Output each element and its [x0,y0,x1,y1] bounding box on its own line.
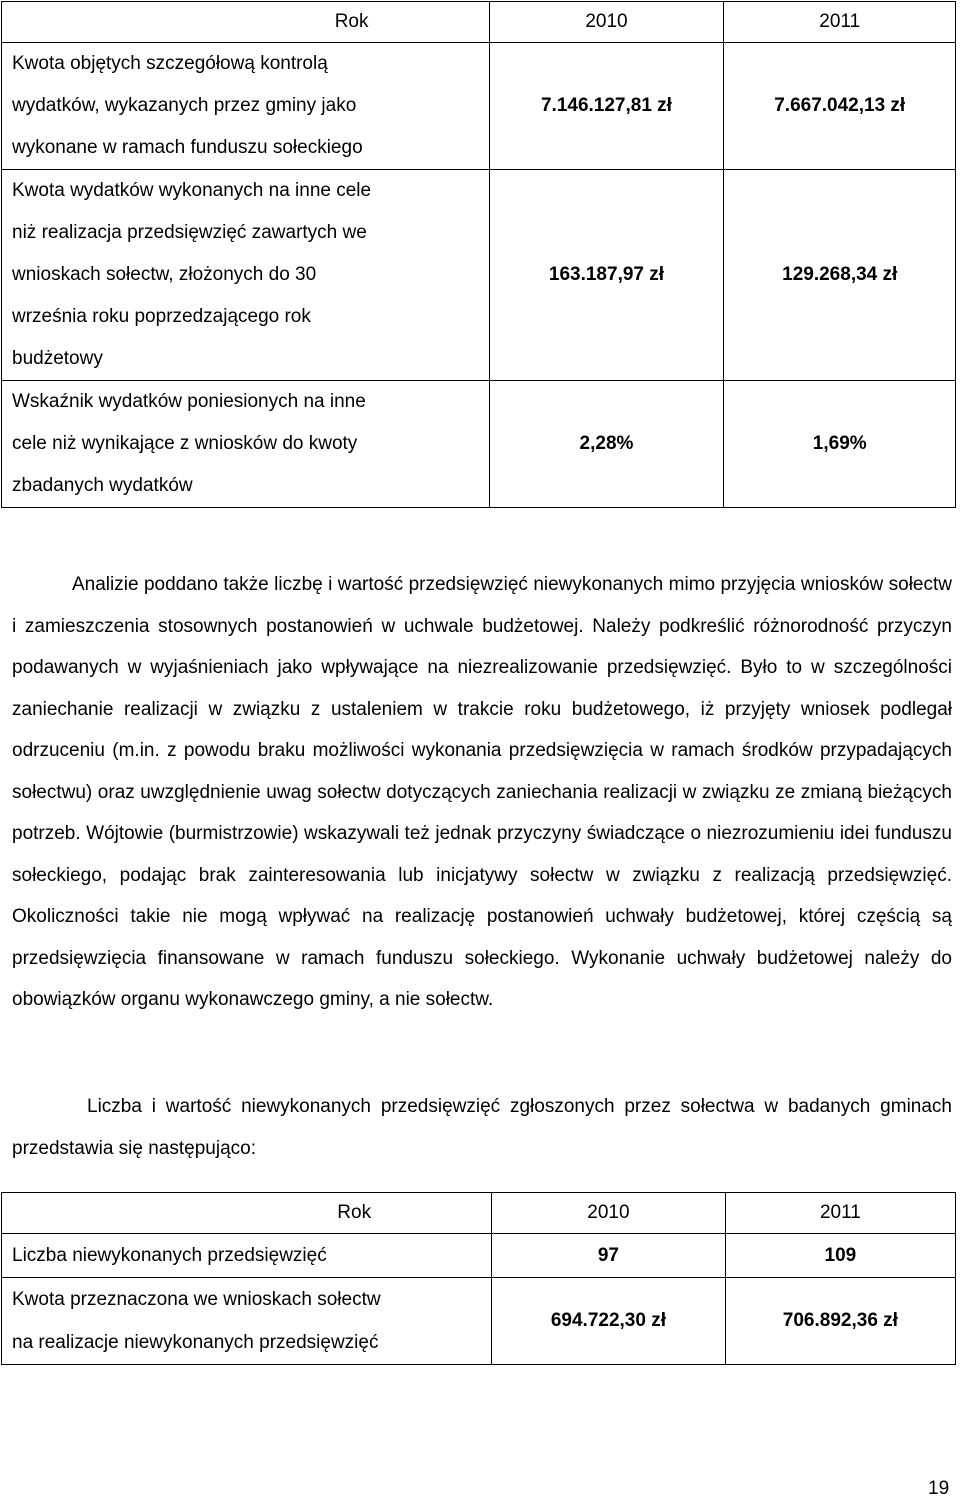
table-header-row [2,2,956,43]
analysis-paragraph: Analizie poddano także liczbę i wartość przedsięwzięć niewykonanych mimo przyjęcia wniosków sołectw i zamieszczenia stosownych postanowień w uchwale budżetowej. Należy podkreślić różnorodność przyczyn podawanych w wyjaśnieniach jako wpływające na niezrealizowanie przedsięwzięć. Było to w szczególności zaniechanie realizacji w związku z ustaleniem w trakcie roku budżetowego, iż przyjęty wniosek podlegał odrzuceniu (m.in. z powodu braku możliwości wykonania przedsięwzięcia w ramach środków przypadających sołectwu) oraz uwzględnienie uwag sołectw dotyczących zaniechania realizacji w związku ze zmianą bieżących potrzeb. Wójtowie (burmistrzowie) wskazywali też jednak przyczyny świadczące o niezrozumieniu idei funduszu sołeckiego, podając brak zainteresowania lub inicjatywy sołectw w związku z realizacją przedsięwzięć. Okoliczności takie nie mogą wpływać na realizację postanowień uchwały budżetowej, której częścią są przedsięwzięcia finansowane w ramach funduszu sołeckiego. Wykonanie uchwały budżetowej należy do obowiązków organu wykonawczego gminy, a nie sołectw. [12,574,952,1010]
page-number: 19 [928,1478,950,1499]
header-2011: 2011 [724,2,956,43]
row-label: Wskaźnik wydatków poniesionych na inne cele niż wynikające z wniosków do kwoty zbadanych wydatków [2,381,490,508]
value-2010: 97 [492,1234,726,1278]
value-2010: 694.722,30 zł [492,1278,726,1365]
value-2010: 163.187,97 zł [489,170,724,381]
value-2011: 706.892,36 zł [725,1278,955,1365]
value-2011: 1,69% [724,381,956,508]
intro-paragraph: Liczba i wartość niewykonanych przedsięwzięć zgłoszonych przez sołectwa w badanych gminach przedstawia się następująco: [12,1096,952,1159]
table-row [2,170,956,381]
value-2010: 7.146.127,81 zł [489,43,724,170]
row-label: Kwota przeznaczona we wnioskach sołectw na realizacje niewykonanych przedsięwzięć [2,1278,492,1365]
table-header-row [2,1193,956,1234]
value-2011: 109 [725,1234,955,1278]
value-2011: 129.268,34 zł [724,170,956,381]
row-label: Kwota wydatków wykonanych na inne cele niż realizacja przedsięwzięć zawartych we wnioskach sołectw, złożonych do 30 września roku poprzedzającego rok budżetowy [2,170,490,381]
table-row [2,1278,956,1365]
table-row [2,43,956,170]
header-2010: 2010 [492,1193,726,1234]
row-label: Kwota objętych szczegółową kontrolą wydatków, wykazanych przez gminy jako wykonane w ramach funduszu sołeckiego [2,43,490,170]
header-2010: 2010 [489,2,724,43]
unrealized-projects-table [1,1192,956,1365]
value-2011: 7.667.042,13 zł [724,43,956,170]
table-row [2,1234,956,1278]
header-2011: 2011 [725,1193,955,1234]
header-year-label: Rok [2,2,490,43]
control-summary-table [1,1,956,508]
row-label: Liczba niewykonanych przedsięwzięć [2,1234,492,1278]
value-2010: 2,28% [489,381,724,508]
header-year-label: Rok [2,1193,492,1234]
table-row [2,381,956,508]
